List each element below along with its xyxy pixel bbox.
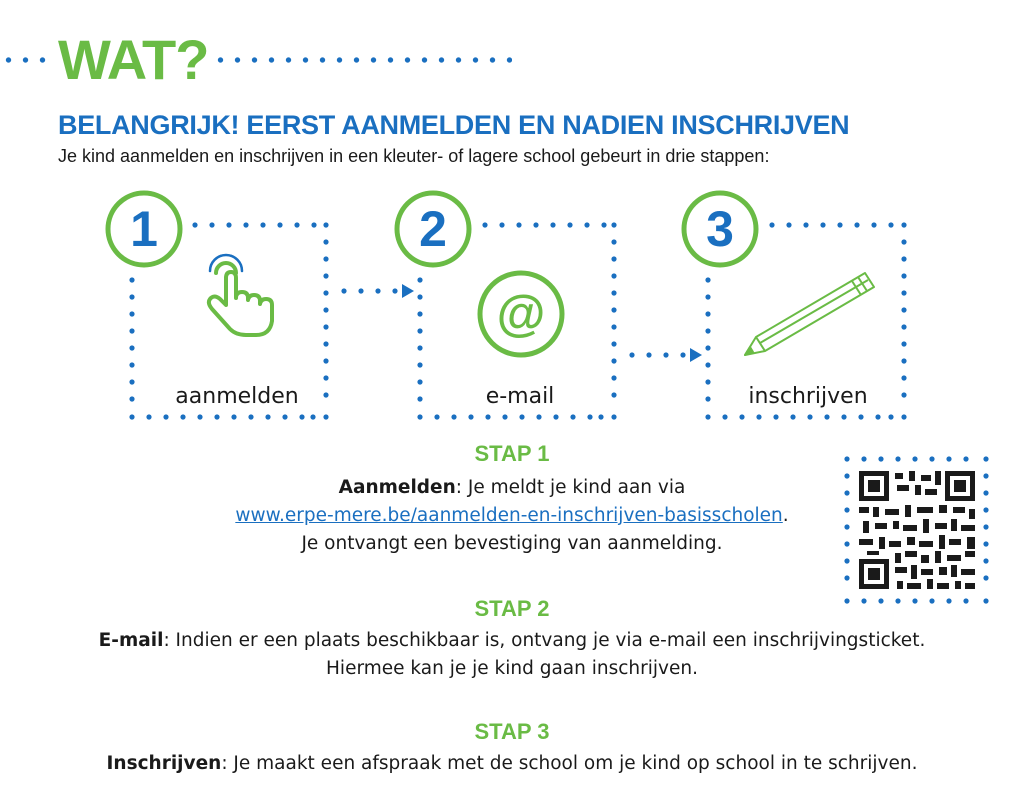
hand-pointer-icon — [209, 255, 272, 335]
step-3-number: 3 — [706, 201, 734, 257]
title-dots-left — [0, 57, 56, 63]
stap-2-text-a: : Indien er een plaats beschikbaar is, ontvang je via e-mail een inschrijvingsticket. — [163, 630, 926, 651]
qr-code-block[interactable] — [843, 455, 991, 605]
stap-1-bold: Aanmelden — [338, 477, 456, 498]
arrow-2-3 — [629, 348, 702, 362]
arrow-1-2 — [341, 284, 414, 298]
stap-3-text — [0, 750, 1024, 778]
qr-code-icon[interactable] — [843, 455, 991, 605]
stap-3-text-a: : Je maakt een afspraak met de school om je kind op school in te schrijven. — [221, 753, 918, 774]
step-1-label: aanmelden — [175, 384, 299, 409]
svg-text:@: @ — [496, 285, 546, 341]
headline: BELANGRIJK! EERST AANMELDEN EN NADIEN INSCHRIJVEN — [58, 110, 850, 140]
stap-1-link-suffix: . — [782, 505, 789, 526]
stap-2-heading: STAP 2 — [474, 596, 550, 621]
stap-3-heading: STAP 3 — [474, 719, 550, 744]
stap-3-line-1 — [0, 750, 1024, 778]
pencil-icon — [745, 273, 874, 355]
stap-2-bold: E-mail — [98, 630, 164, 651]
intro-text: Je kind aanmelden en inschrijven in een kleuter- of lagere school gebeurt in drie stappen: — [58, 146, 770, 166]
stap-1-text-a: : Je meldt je kind aan via — [455, 477, 686, 498]
step-2-label: e-mail — [485, 384, 555, 409]
stap-3-bold: Inschrijven — [106, 753, 222, 774]
stap-1-heading: STAP 1 — [474, 441, 550, 466]
aanmelden-link[interactable]: www.erpe-mere.be/aanmelden-en-inschrijven-basisscholen — [235, 505, 783, 526]
title-row — [0, 30, 540, 90]
step-2-number: 2 — [419, 201, 447, 257]
stap-2-line-2: Hiermee kan je je kind gaan inschrijven. — [326, 658, 698, 679]
step-3-label: inschrijven — [748, 384, 868, 409]
at-sign-icon — [480, 273, 562, 355]
step-1-number: 1 — [130, 201, 158, 257]
title-dots-right — [212, 57, 512, 63]
stap-2-line-1 — [0, 627, 1024, 655]
stap-2-text — [0, 627, 1024, 683]
page-title: WAT? — [58, 28, 209, 91]
stap-1-line-3: Je ontvangt een bevestiging van aanmelding. — [301, 533, 723, 554]
